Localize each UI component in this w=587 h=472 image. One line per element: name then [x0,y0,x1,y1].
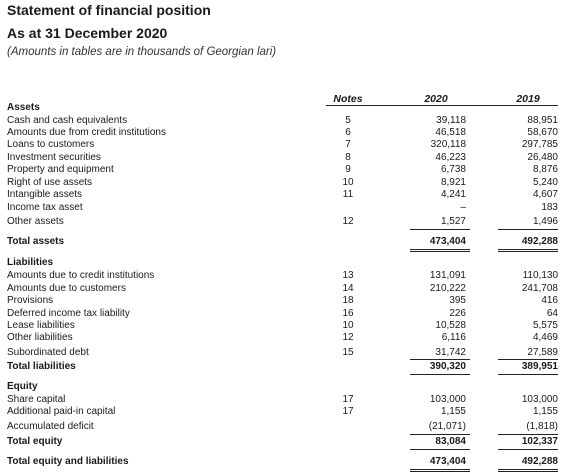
row-value-2020: 8,921 [440,177,466,188]
row-value-2019: 183 [541,202,558,213]
row-value-2019: 26,480 [527,152,558,163]
row-note: 18 [342,295,354,306]
row-label: Intangible assets [7,189,83,200]
row-value-2020: 39,118 [436,115,466,126]
row-value-2020: 10,528 [435,320,466,331]
double-rule-2020-assets [410,249,470,252]
row-note: 17 [342,394,354,405]
row-note: 6 [345,127,351,138]
subtotal-rule-2019-liabilities [498,359,558,360]
row-note: 7 [345,139,351,150]
row-value-2020: 390,320 [429,361,466,372]
subtotal-rule-2020-assets [410,229,470,230]
row-value-2019: 4,469 [532,332,558,343]
subtotal-rule-2020-equity [410,434,470,435]
page-title: Statement of financial position [7,2,211,18]
row-label: Property and equipment [7,164,114,175]
row-value-2020: 131,091 [429,270,466,281]
row-label: Right of use assets [7,177,93,188]
row-note: 12 [342,332,354,343]
total-rule-2019-liabilities [498,374,558,375]
row-note: 13 [342,270,354,281]
row-note: 10 [342,177,354,188]
row-note: 15 [342,347,354,358]
row-value-2019: 58,670 [527,127,558,138]
row-value-2020: 83,084 [435,436,466,447]
row-value-2020: 46,223 [435,152,466,163]
statement-date: As at 31 December 2020 [7,25,168,41]
row-label: Total equity and liabilities [7,456,129,467]
row-label: Total equity [7,436,63,447]
row-label: Amounts due to credit institutions [7,270,155,281]
row-note: 12 [342,216,354,227]
row-value-2019: 492,288 [521,236,558,247]
row-label: Additional paid-in capital [7,406,116,417]
row-value-2020: 210,222 [429,283,466,294]
row-label: Other assets [7,216,64,227]
row-note: 10 [342,320,354,331]
row-value-2019: 88,951 [527,115,558,126]
double-rule-2019-assets [498,249,558,252]
row-value-2020: 31,742 [435,347,466,358]
row-value-2020: 6,738 [440,164,466,175]
row-value-2019: 297,785 [521,139,558,150]
row-value-2020: 395 [449,295,466,306]
total-rule-2020-liabilities [410,374,470,375]
column-header-2019: 2019 [516,93,540,105]
row-label: Total assets [7,236,65,247]
total-rule-2020-equity [410,449,470,450]
row-value-2019: 64 [546,308,558,319]
row-label: Cash and cash equivalents [7,115,128,126]
row-label: Income tax asset [7,202,83,213]
subtotal-rule-2019-assets [498,229,558,230]
subtotal-rule-2020-liabilities [410,359,470,360]
row-label: Other liabilities [7,332,73,343]
header-rule [326,105,558,106]
row-label: Provisions [7,295,54,306]
row-label: Amounts due to customers [7,283,126,294]
column-header-notes: Notes [333,93,363,105]
row-label: Investment securities [7,152,101,163]
row-note: 16 [342,308,354,319]
row-value-2019: 110,130 [522,270,558,281]
row-value-2020: 1,155 [440,406,466,417]
row-label: Total liabilities [7,361,76,372]
total-rule-2019-equity [498,449,558,450]
amounts-note: (Amounts in tables are in thousands of Georgian lari) [7,46,277,58]
subtotal-rule-2019-equity [498,434,558,435]
row-label: Accumulated deficit [7,421,94,432]
row-value-2020: 473,404 [429,456,466,467]
row-value-2019: 8,876 [532,164,558,175]
row-label: Amounts due from credit institutions [7,127,166,138]
row-value-2020: (21,071) [428,421,466,432]
row-value-2019: 102,337 [521,436,558,447]
row-value-2019: 389,951 [521,361,558,372]
row-value-2020: 320,118 [430,139,466,150]
row-label: Subordinated debt [7,347,89,358]
row-note: 8 [345,152,351,163]
row-label: Share capital [7,394,66,405]
row-note: 5 [345,115,351,126]
row-value-2019: 27,589 [527,347,558,358]
row-value-2019: 492,288 [521,456,558,467]
row-value-2019: 241,708 [521,283,558,294]
row-note: 11 [342,189,354,200]
column-header-2020: 2020 [424,93,448,105]
row-value-2019: (1,818) [526,421,558,432]
row-label: Deferred income tax liability [7,308,130,319]
row-value-2019: 4,607 [532,189,558,200]
row-value-2019: 5,575 [532,320,558,331]
row-value-2020: 226 [449,308,466,319]
row-note: 14 [342,283,354,294]
row-note: 9 [345,164,351,175]
row-label: Lease liabilities [7,320,75,331]
row-value-2020: 6,116 [441,332,466,343]
row-value-2019: 1,496 [532,216,558,227]
row-label: Liabilities [7,257,54,268]
row-label: Loans to customers [7,139,95,150]
row-value-2020: – [460,202,466,213]
row-value-2020: 4,241 [440,189,466,200]
row-label: Assets [7,102,40,113]
row-value-2019: 5,240 [532,177,558,188]
row-value-2019: 103,000 [521,394,558,405]
row-value-2019: 416 [541,295,558,306]
row-value-2020: 1,527 [440,216,466,227]
row-value-2020: 103,000 [429,394,466,405]
row-label: Equity [7,381,38,392]
row-value-2019: 1,155 [532,406,558,417]
row-note: 17 [342,406,354,417]
row-value-2020: 46,518 [435,127,466,138]
row-value-2020: 473,404 [429,236,466,247]
